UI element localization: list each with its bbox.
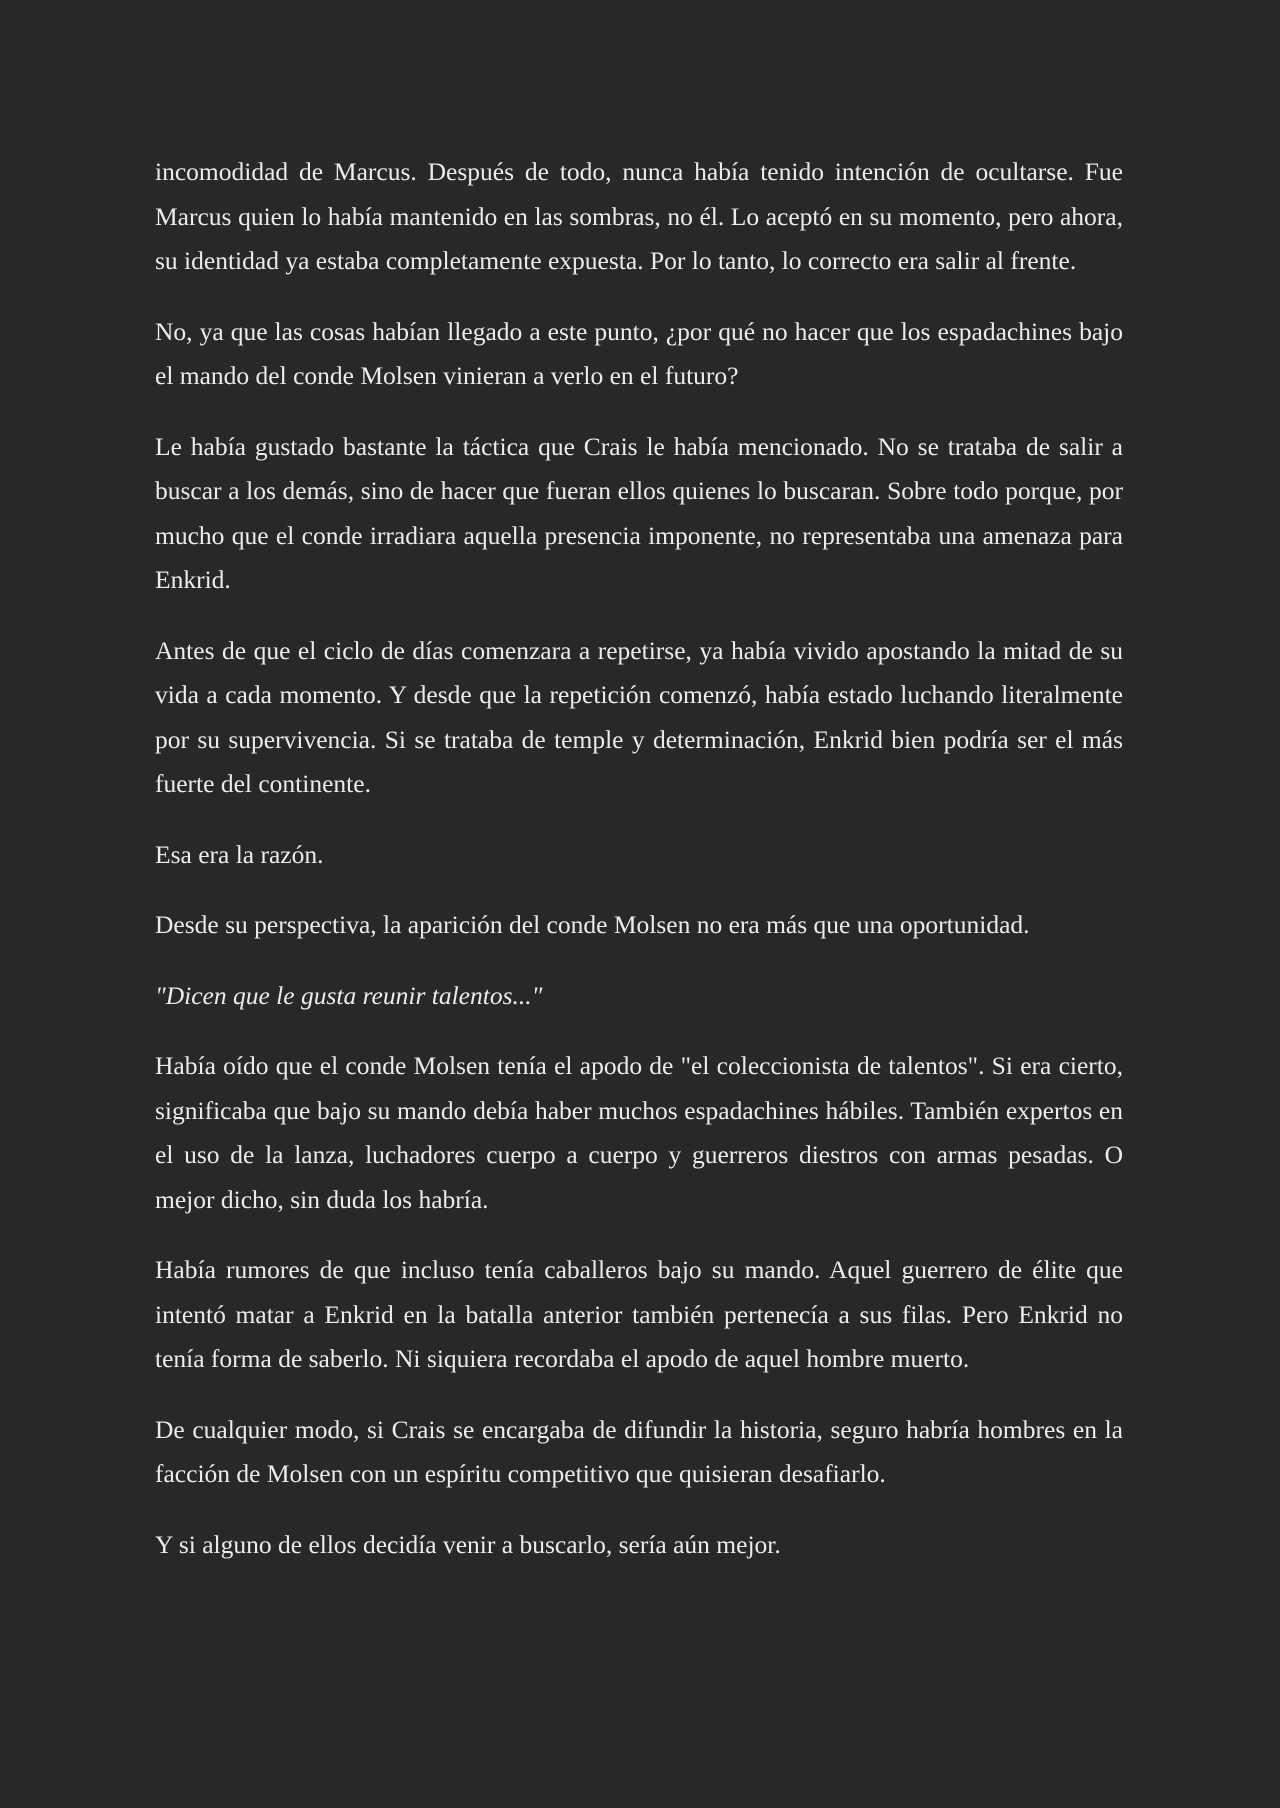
paragraph: Desde su perspectiva, la aparición del conde Molsen no era más que una oportunidad. bbox=[155, 910, 1030, 939]
paragraph: Le había gustado bastante la táctica que Crais le había mencionado. No se trataba de salir a buscar a los demás, sino de hacer que fueran ellos quienes lo buscaran. Sobre todo porque, por mucho que el conde irradiara aquella presencia imponente, no representaba una amenaza para Enkrid. bbox=[155, 431, 1123, 594]
paragraph: De cualquier modo, si Crais se encargaba de difundir la historia, seguro habría hombres en la facción de Molsen con un espíritu competitivo que quisieran desafiarlo. bbox=[155, 1414, 1123, 1488]
document-page bbox=[155, 150, 1123, 1593]
paragraph: No, ya que las cosas habían llegado a este punto, ¿por qué no hacer que los espadachines bajo el mando del conde Molsen vinieran a verlo en el futuro? bbox=[155, 316, 1123, 390]
italic-quote-paragraph: "Dicen que le gusta reunir talentos..." bbox=[155, 980, 543, 1010]
paragraph: incomodidad de Marcus. Después de todo, nunca había tenido intención de ocultarse. Fue Marcus quien lo había mantenido en las sombras, no él. Lo aceptó en su momento, pero ahora, su identidad ya estaba completamente expuesta. Por lo tanto, lo correcto era salir al frente. bbox=[155, 157, 1123, 275]
paragraph: Antes de que el ciclo de días comenzara a repetirse, ya había vivido apostando la mitad de su vida a cada momento. Y desde que la repetición comenzó, había estado luchando literalmente por su supervivencia. Si se trataba de temple y determinación, Enkrid bien podría ser el más fuerte del continente. bbox=[155, 635, 1123, 798]
paragraph: Y si alguno de ellos decidía venir a buscarlo, sería aún mejor. bbox=[155, 1529, 781, 1559]
paragraph: Había oído que el conde Molsen tenía el apodo de "el coleccionista de talentos". Si era cierto, significaba que bajo su mando debía haber muchos espadachines hábiles. También expertos en el uso de la lanza, luchadores cuerpo a cuerpo y guerreros diestros con armas pesadas. O mejor dicho, sin duda los habría. bbox=[155, 1051, 1123, 1214]
paragraph: Esa era la razón. bbox=[155, 839, 324, 869]
paragraph: Había rumores de que incluso tenía caballeros bajo su mando. Aquel guerrero de élite que intentó matar a Enkrid en la batalla anterior también pertenecía a sus filas. Pero Enkrid no tenía forma de saberlo. Ni siquiera recordaba el apodo de aquel hombre muerto. bbox=[155, 1255, 1123, 1373]
